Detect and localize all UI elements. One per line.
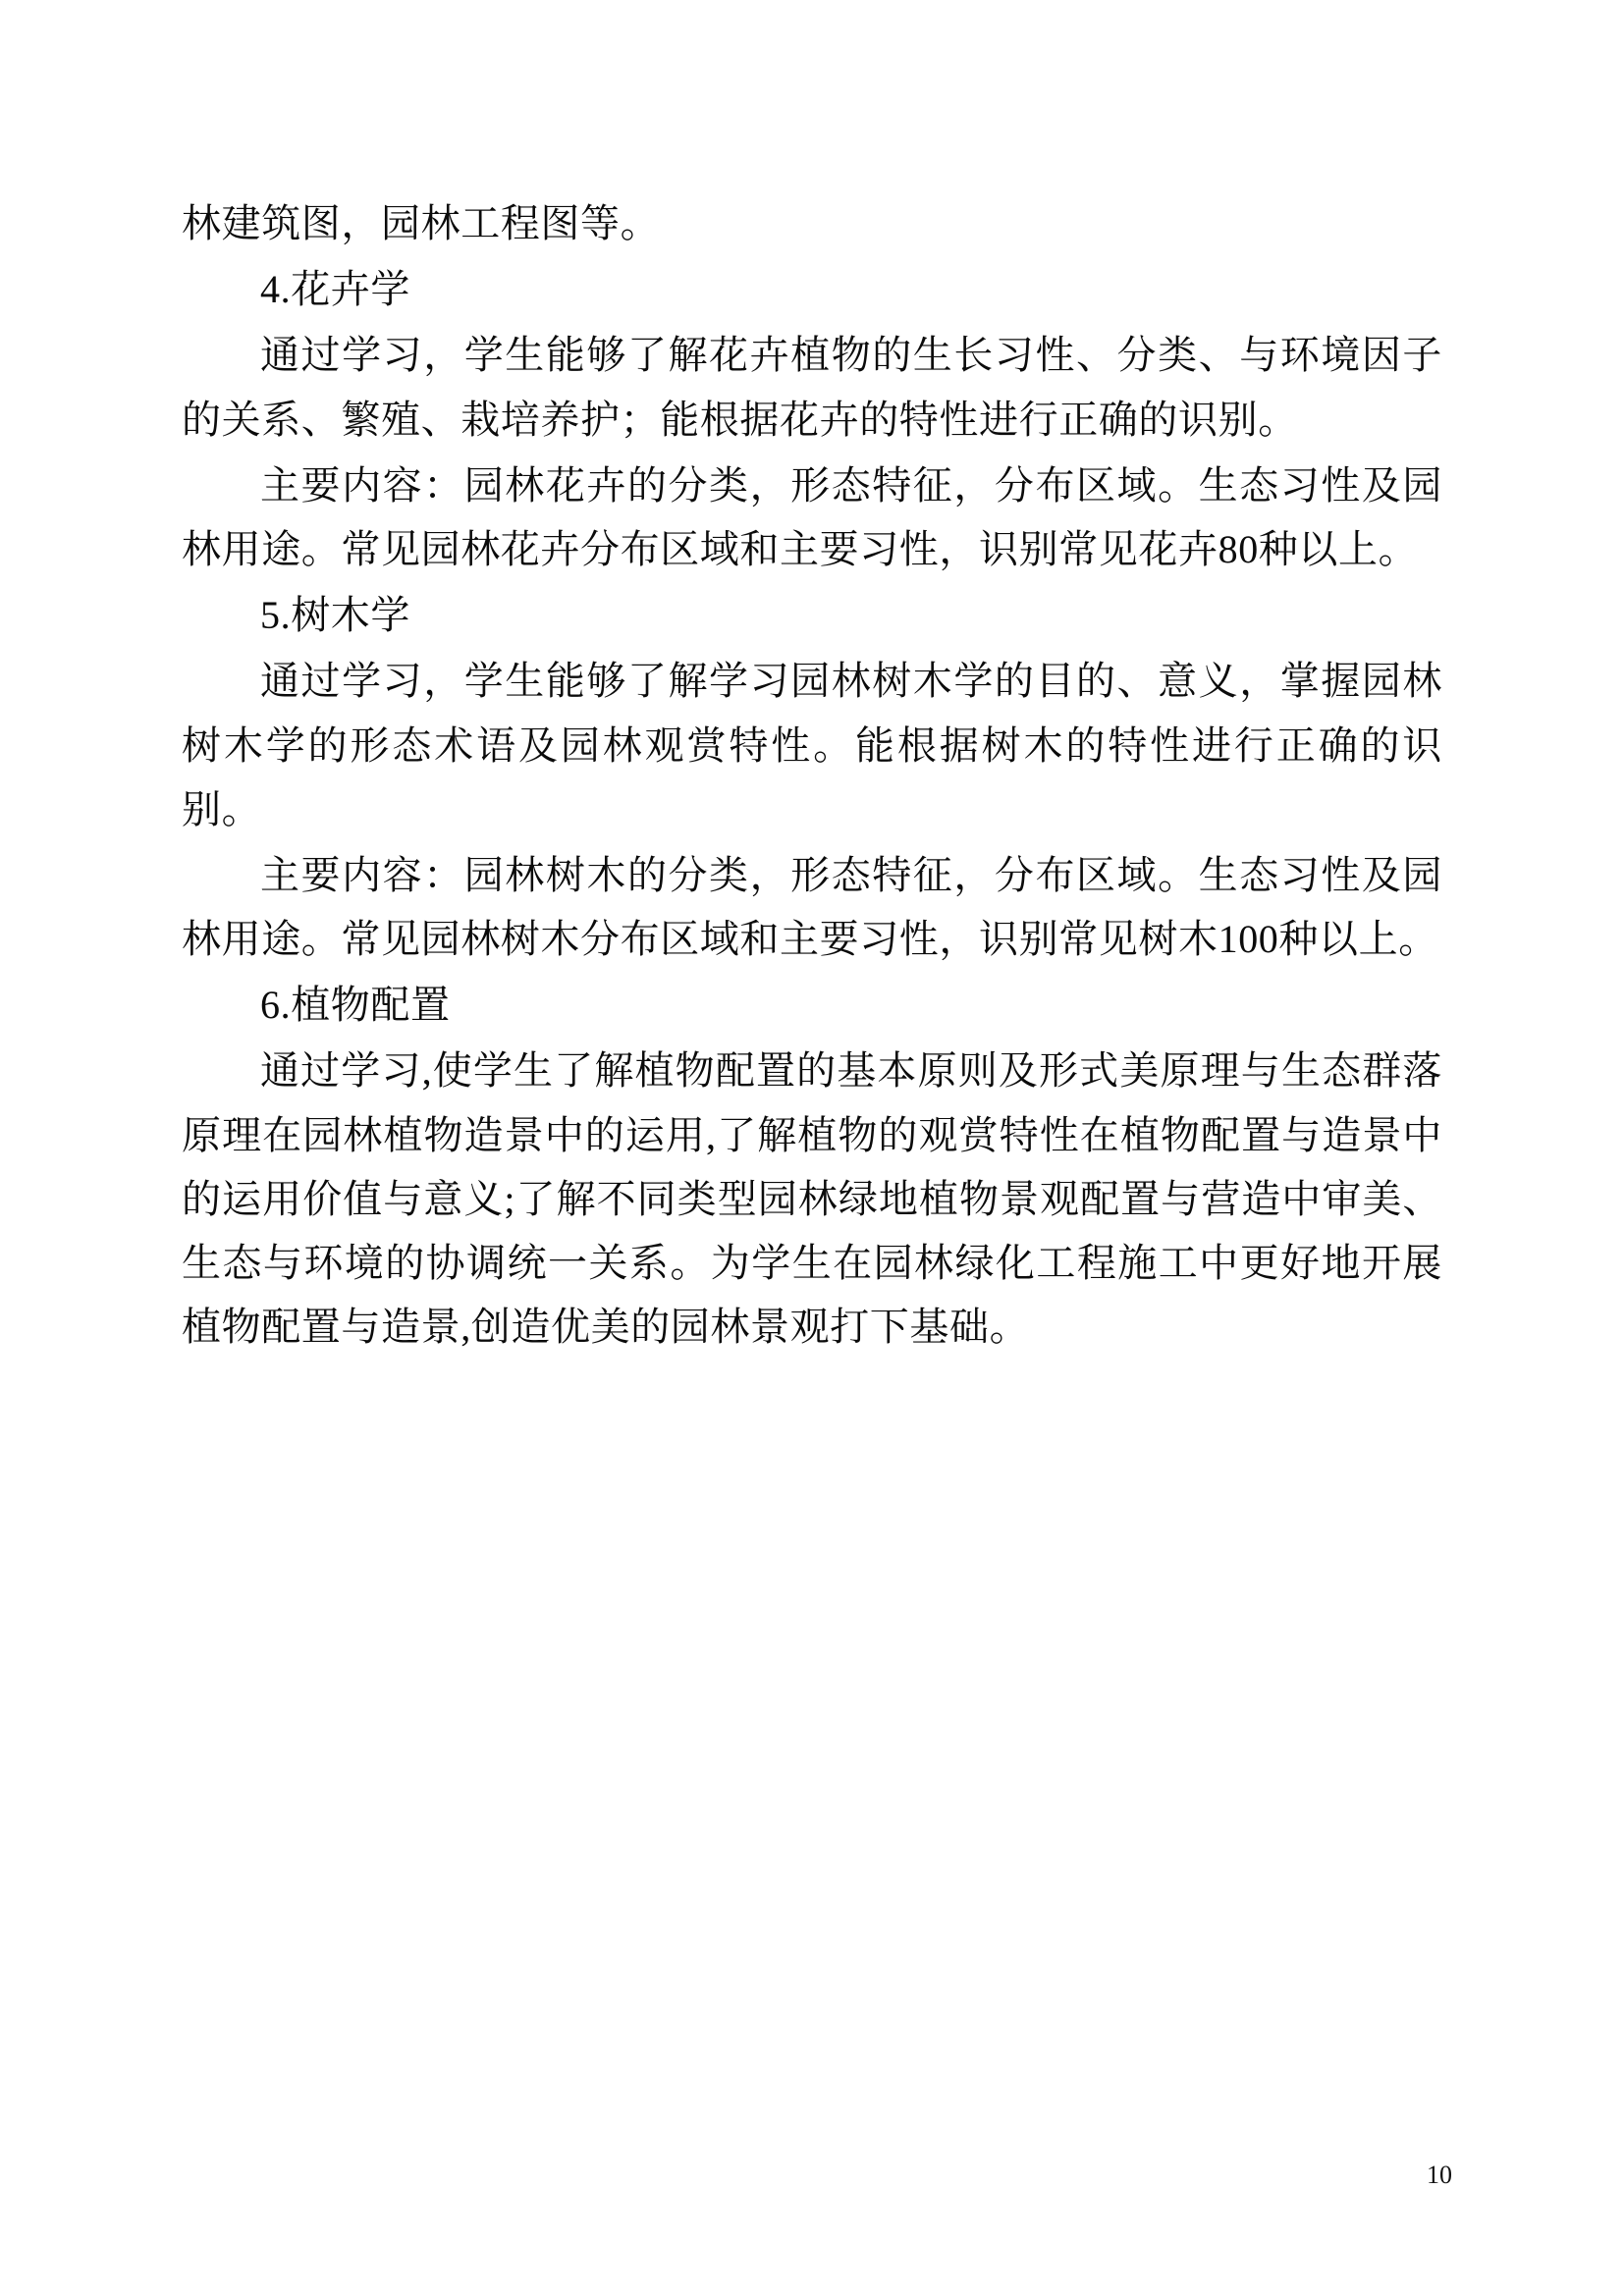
paragraph-4-objective: 通过学习，学生能够了解花卉植物的生长习性、分类、与环境因子的关系、繁殖、栽培养护；能根据花卉的特性进行正确的识别。: [182, 333, 1442, 442]
heading-5-shumuxue: 5.树木学: [260, 593, 410, 638]
heading-6-zhiwupeizhi: 6.植物配置: [260, 983, 451, 1028]
paragraph-continuation: 林建筑图，园林工程图等。: [182, 201, 661, 245]
paragraph-5-objective: 通过学习，学生能够了解学习园林树木学的目的、意义，掌握园林树木学的形态术语及园林观赏特性。能根据树木的特性进行正确的识别。: [182, 659, 1442, 831]
paragraph-5-main-content: 主要内容：园林树木的分类，形态特征，分布区域。生态习性及园林用途。常见园林树木分布区域和主要习性，识别常见树木100种以上。: [182, 852, 1442, 962]
document-text-body: [182, 191, 1442, 1359]
page-number: 10: [1427, 2161, 1452, 2189]
heading-4-huahuixue: 4.花卉学: [260, 267, 410, 312]
paragraph-6-objective: 通过学习,使学生了解植物配置的基本原则及形式美原理与生态群落原理在园林植物造景中的运用,了解植物的观赏特性在植物配置与造景中的运用价值与意义;了解不同类型园林绿地植物景观配置与营造中审美、生态与环境的协调统一关系。为学生在园林绿化工程施工中更好地开展植物配置与造景,创造优美的园林景观打下基础。: [182, 1048, 1442, 1350]
paragraph-4-main-content: 主要内容：园林花卉的分类，形态特征，分布区域。生态习性及园林用途。常见园林花卉分布区域和主要习性，识别常见花卉80种以上。: [182, 462, 1442, 571]
